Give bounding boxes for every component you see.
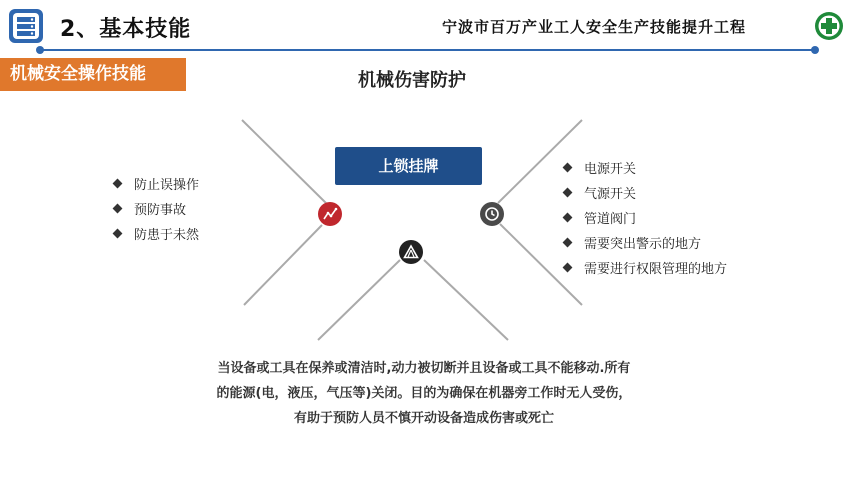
line-bottom-right [424,260,508,340]
list-item [564,255,727,280]
list-item [114,171,199,196]
left-bullet-list [114,171,199,246]
chart-line-icon [318,202,342,226]
list-item [564,180,727,205]
line-bottom-left [318,260,400,340]
right-bullet-list [564,155,727,280]
slide-subtitle-text: 机械伤害防护 [358,70,466,91]
org-title: 宁波市百万产业工人安全生产技能提升工程 [442,18,747,36]
list-item-text: 需要进行权限管理的地方 [584,262,728,277]
diamond-bullet-icon [563,238,573,248]
list-item-text: 防患于未然 [134,228,200,243]
list-item-text: 需要突出警示的地方 [584,237,702,252]
list-item [564,230,727,255]
line-lower-left [244,225,322,305]
list-item-text: 气源开关 [584,187,637,202]
description-line: 当设备或工具在保养或清洁时,动力被切断并且设备或工具不能移动.所有 [217,361,631,376]
list-item [564,155,727,180]
page-title: 2、基本技能 [60,17,192,42]
list-item [114,221,199,246]
diamond-bullet-icon [113,179,123,189]
diamond-bullet-icon [563,213,573,223]
section-tag: 机械安全操作技能 [0,58,186,91]
clock-history-icon [480,202,504,226]
list-item-text: 电源开关 [584,162,637,177]
diamond-bullet-icon [563,163,573,173]
list-item [114,196,199,221]
diamond-bullet-icon [563,188,573,198]
list-item [564,205,727,230]
center-label-box: 上锁挂牌 [335,147,482,185]
description-line: 有助于预防人员不慎开动设备造成伤害或死亡 [293,411,554,426]
diamond-bullet-icon [113,204,123,214]
diamond-bullet-icon [563,263,573,273]
warning-triangle-icon [399,240,423,264]
diamond-bullet-icon [113,229,123,239]
list-item-text: 防止误操作 [134,178,200,193]
line-upper-left [242,120,330,207]
description-line: 的能源(电，液压，气压等)关闭。目的为确保在机器旁工作时无人受伤， [216,386,632,401]
description-paragraph [0,356,848,431]
list-item-text: 管道阀门 [584,212,637,227]
list-item-text: 预防事故 [134,203,187,218]
